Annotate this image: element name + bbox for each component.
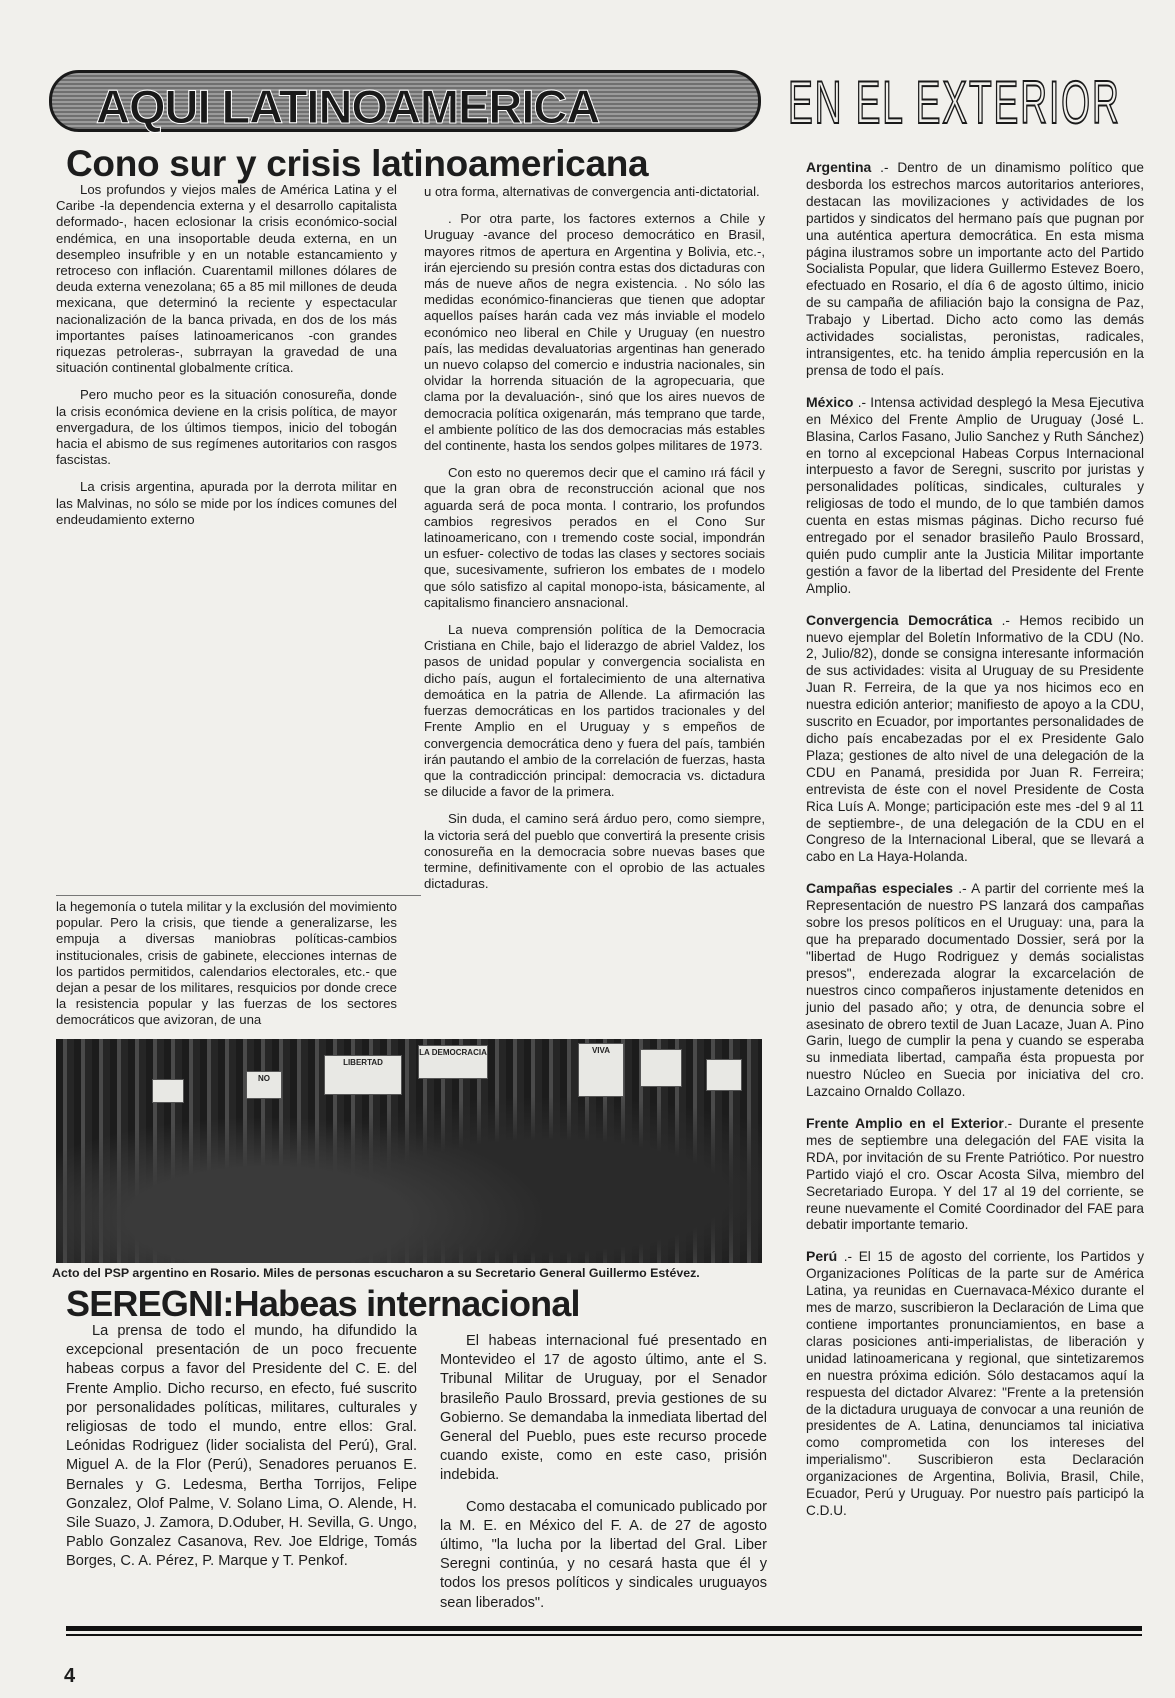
paragraph: la hegemonía o tutela militar y la exclusión del movimiento popular. Pero la crisis, que tiende a generalizarse, les empuja a diversas maniobras políticas-cambios institucionales, crisis de gabinete, elecciones internas de los partidos permitidos, calendarios electorales, etc.- que dejan a pesar de los militares, resquicios por donde crece la resistencia popular y las fuerzas de los sectores democráticos que avizoran, de una xyxy=(56,899,397,1028)
section-title-exterior: EN EL EXTERIOR xyxy=(788,69,1121,136)
footer-rule xyxy=(66,1626,1142,1631)
paragraph: Sin duda, el camino será árduo pero, como siempre, la victoria será del pueblo que convertirá la presente crisis conosureña en la democracia sobre nuevas bases que termine, definitivamente con el oprobio de las actuales dictaduras. xyxy=(424,811,765,892)
article-column-left-top xyxy=(56,182,397,539)
entry-text: .- A partir del corriente meś la Representación de nuestro PS lanzará dos campañas sobre los presos políticos en el Uruguay: una, para la que ha preparado documentado Dossier, será por la "libertad de Hugo Rodriguez y demás socialistas presos", enderezada alograr la excarcelación de nuestros cinco compañeros injustamente detenidos en junio del pasado año; y otra, de denuncia sobre el asesinato de obrero textil de Juan Lacaze, Juan A. Pino Garin, luego de cumplir la pena y cuando se esperaba su inmediata libertad, campaña ésta propuesta por nuestro Núcleo en Suecia por iniciativa del cro. Lazcaino Ornaldo Collazo. xyxy=(806,881,1145,1100)
protest-sign: NO xyxy=(246,1071,282,1099)
entry-label: Argentina xyxy=(806,159,872,175)
entry-text: .- Intensa actividad desplegó la Mesa Ejecutiva en México del Frente Amplio de Uruguay (José L. Blasina, Carlos Fasano, Julio Sanchez y Ruth Sánchez) en torno al excepcional Habeas Corpus Internacional interpuesto a favor de Seregni, suscrito por juristas y personalidades políticas, sindicales, culturales y religiosas de todo el mundo, de lo que también damos cuenta en estas mismas páginas. Dicho recurso fué entregado por el senador brasileño Paulo Brossard, quién pudo cumplir ante la Justicia Militar importante gestión a favor de la libertad del Presidente del Frente Amplio. xyxy=(806,394,1144,596)
protest-sign xyxy=(706,1059,742,1091)
paragraph: Los profundos y viejos males de América Latina y el Caribe -la dependencia externa y el desarrollo capitalista deformado-, hacen eclosionar la crisis económico-social endémica, en una insoportable deuda externa, en un desempleo insufrible y en un notable estancamiento y retroceso con inflación. Cuarentamil millones dólares de deuda externa venezolana; 65 a 85 mil millones de deuda mexicana, que determinó la reciente y espectacular nacionalización de la banca privada, en dos de los más importantes países latinoamericanos -con grandes riquezas petroleras-, subrrayan la gravedad de una situación continental globalmente crítica. xyxy=(56,182,397,376)
paragraph: Como destacaba el comunicado publicado por la M. E. en México del F. A. de 27 de agosto último, "la lucha por la libertad del Gral. Liber Seregni continúa, y no cesará hasta que él y todos los presos políticos y sindicales uruguayos sean liberados". xyxy=(440,1498,767,1611)
paragraph: La prensa de todo el mundo, ha difundido la excepcional presentación de un poco frecuente habeas corpus a favor del Presidente del C. E. del Frente Amplio. Dicho recurso, en efecto, fué suscrito por personalidades políticas, militares, culturales y religiosas de todo el mundo, entre ellos: Gral. Leónidas Rodriguez (lider socialista del Perú), Gral. Miguel A. de la Flor (Perú), Senadores peruanos E. Bernales y G. Ledesma, Bertha Torrijos, Felipe Gonzalez, Olof Palme, V. Solano Lima, O. Alende, H. Sile Suazo, J. Zamora, D.Oduber, H. Sevilla, G. Ungo, Pablo Gonzalez Casanova, Rev. Joe Eldrige, Tomás Borges, C. A. Pérez, P. Marque y T. Penkof. xyxy=(66,1323,417,1570)
article-title: Cono sur y crisis latinoamericana xyxy=(66,143,649,184)
paragraph: La nueva comprensión política de la Democracia Cristiana en Chile, bajo el liderazgo de abriel Valdez, los pasos de unidad popular y convergencia socialista en dicho país, augun el fortalecimiento de una alternativa demoática en la patria de Allende. La afirmación las fuerzas democráticas en los partidos tracionales y del Frente Amplio en el Uruguay y s empeños de convergencia democrática deno y fuera del país, también irán pautando el ambio de la correlación de fuerzas, hasta que la contradicción principal: democracia vs. dictadura se dilucide a favor de la primera. xyxy=(424,622,765,800)
sidebar-entry-peru xyxy=(806,1248,1144,1520)
protest-sign: LA DEMOCRACIA xyxy=(418,1045,488,1079)
column-break-rule xyxy=(56,895,421,896)
news-sidebar xyxy=(806,159,1144,1534)
protest-sign xyxy=(152,1079,184,1103)
entry-label: México xyxy=(806,393,854,410)
article-column-left-bottom xyxy=(56,899,397,1040)
entry-label: Campañas especiales xyxy=(806,880,954,897)
entry-label: Frente Amplio en el Exterior xyxy=(806,1115,1004,1132)
entry-label: Perú xyxy=(806,1248,838,1265)
sidebar-entry-campanas xyxy=(806,880,1144,1101)
section-banner xyxy=(49,70,761,132)
article-title-seregni: SEREGNI:Habeas internacional xyxy=(66,1283,580,1324)
article2-column-right xyxy=(440,1332,767,1625)
protest-sign xyxy=(640,1049,682,1087)
entry-text: .- Dentro de un dinamismo político que desborda los estrechos marcos autoritarios anteriores, destacan las movilizaciones y actividades de los partidos y sindicatos del hermano país que pugnan por una auténtica apertura democrática. En esta misma página ilustramos sobre un importante acto del Partido Socialista Popular, que lidera Guillermo Estevez Boero, efectuado en Rosario, el día 6 de agosto último, inicio de su campaña de afiliación bajo la consigna de Paz, Trabajo y Libertad. Dicho acto como las demás actividades socialistas, peronistas, radicales, intransigentes, etc. ha tenido ámplia repercusión en la prensa de todo el país. xyxy=(806,160,1144,378)
entry-text: .- Durante el presente mes de septiembre una delegación del FAE visita la RDA, por invitación de su Frente Patriótico. Por nuestro Partido viajó el cro. Oscar Acosta Silva, miembro del Secretariado Europa. Y del 17 al 19 del corriente, se reune nuevamente el Comité Coordinador del FAE para debatir importante temario. xyxy=(806,1116,1144,1233)
photo-caption: Acto del PSP argentino en Rosario. Miles de personas escucharon a su Secretario General Guillermo Estévez. xyxy=(52,1266,700,1280)
protest-sign: VIVA xyxy=(578,1043,624,1097)
crowd-photo xyxy=(56,1039,762,1263)
paragraph: La crisis argentina, apurada por la derrota militar en las Malvinas, no sólo se mide por los índices comunes del endeudamiento externo xyxy=(56,479,397,527)
paragraph: El habeas internacional fué presentado en Montevideo el 17 de agosto último, ante el S. Tribunal Militar de Uruguay, por el Senador brasileño Paulo Brossard, previa gestiones de su Gobierno. Se demandaba la inmediata libertad del General del Pueblo, pues este recurso procede cuando existe, como en este caso, prisión indebida. xyxy=(440,1333,767,1484)
sidebar-entry-mexico xyxy=(806,394,1144,598)
protest-sign: LIBERTAD xyxy=(324,1055,402,1095)
paragraph: Pero mucho peor es la situación conosureña, donde la crisis económica deviene en la crisis política, de mayor envergadura, de los últimos tiempos, inicio del tobogán hacia el abismo de sus regímenes autoritarios con rasgos fascistas. xyxy=(56,387,397,468)
sidebar-entry-argentina xyxy=(806,159,1144,380)
paragraph: u otra forma, alternativas de convergencia anti-dictatorial. xyxy=(424,184,760,199)
sidebar-entry-convergencia xyxy=(806,612,1144,867)
entry-text: .- El 15 de agosto del corriente, los Partidos y Organizaciones Políticas de la parte sur de América Latina, ya reunidas en Cuernavaca-México durante el mes de marzo, suscribieron la Declaración de Lima que contiene importantes pronunciamientos, en base a claras posiciones anti-imperialistas, de liberación y unidad latinoamericana y regional, que sintetizaremos en nuestra próxima edición. Sólo destacamos aquí la respuesta del dictador Alvarez: "Frente a la pretensión de la dictadura uruguaya de convocar a una reunión de presidentes de A. Latina, denunciamos tal iniciativa como comprometida con los intereses del imperialismo". Suscribieron esta Declaración organizaciones de Argentina, Bolivia, Brasil, Chile, Ecuador, Perú y Uruguay. Por nuestro país participó la C.D.U. xyxy=(806,1249,1144,1518)
footer-rule-thin xyxy=(66,1634,1142,1636)
paragraph: . Por otra parte, los factores externos a Chile y Uruguay -avance del proceso democrático en Brasil, mayores ritmos de apertura en Argentina y Bolivia, etc.-, irán ejerciendo su presión contra estas dos dictaduras con más de nueve años de negra existencia. . No sólo las medidas económico-financieras que tienen que adoptar aquellos países harán cada vez más inviable el modelo económico neo liberal en Chile y Uruguay (en nuestro país, las medidas devaluatorias argentinas han generado un nuevo colapso del comercio e industria nacionales, sin olvidar la horrenda situación de la agropecuaria, que clama por la devaluación-, sinó que los aires nuevos de democracia política oxigenarán, más temprano que tarde, el ambiente político de las dos democracias más estables del continente, hasta los sendos golpes militares de 1973. xyxy=(424,211,765,454)
entry-label: Convergencia Democrática xyxy=(806,611,993,628)
entry-text: .- Hemos recibido un nuevo ejemplar del Boletín Informativo de la CDU (No. 2, Julio/82), donde se consigna interesante información de sus actividades: visita al Uruguay de su Presidente Juan R. Ferreira, de la que ya nos hicimos eco en nuestra edición anterior; manifiesto de apoyo a la CDU, suscrito en Ecuador, por importantes personalidades de dicho país encabezadas por el ex Presidente Galo Plaza; gestiones de alto nivel de una delegación de la CDU en Panamá, presidida por Juan R. Ferreira; entrevista de éste con el novel Presidente de Costa Rica Luís A. Monge; participación este mes -del 9 al 11 de septiembre-, de una delegación de la CDU en el Congreso de la Internacional Liberal, que se llevará a cabo en La Haya-Holanda. xyxy=(806,612,1144,865)
banner-title: AQUI LATINOAMERICA xyxy=(96,80,600,133)
sidebar-entry-frente-amplio xyxy=(806,1115,1144,1234)
article-column-middle xyxy=(424,184,765,903)
article2-column-left xyxy=(66,1322,417,1584)
paragraph: Con esto no queremos decir que el camino ırá fácil y que la gran obra de reconstrucción acional que nos aguarda será de poca monta. l contrario, los profundos cambios regresivos perados en el Cono Sur latinoamericano, con ı tremendo coste social, impondrán un esfuer- colectivo de todas las clases y sectores sociais que, sucesivamente, sufrieron los embates de ı modelo que sólo satisfizo al capital monopo-ista, básicamente, al capitalismo financiero ansnacional. xyxy=(424,465,765,610)
page-number: 4 xyxy=(64,1665,76,1687)
